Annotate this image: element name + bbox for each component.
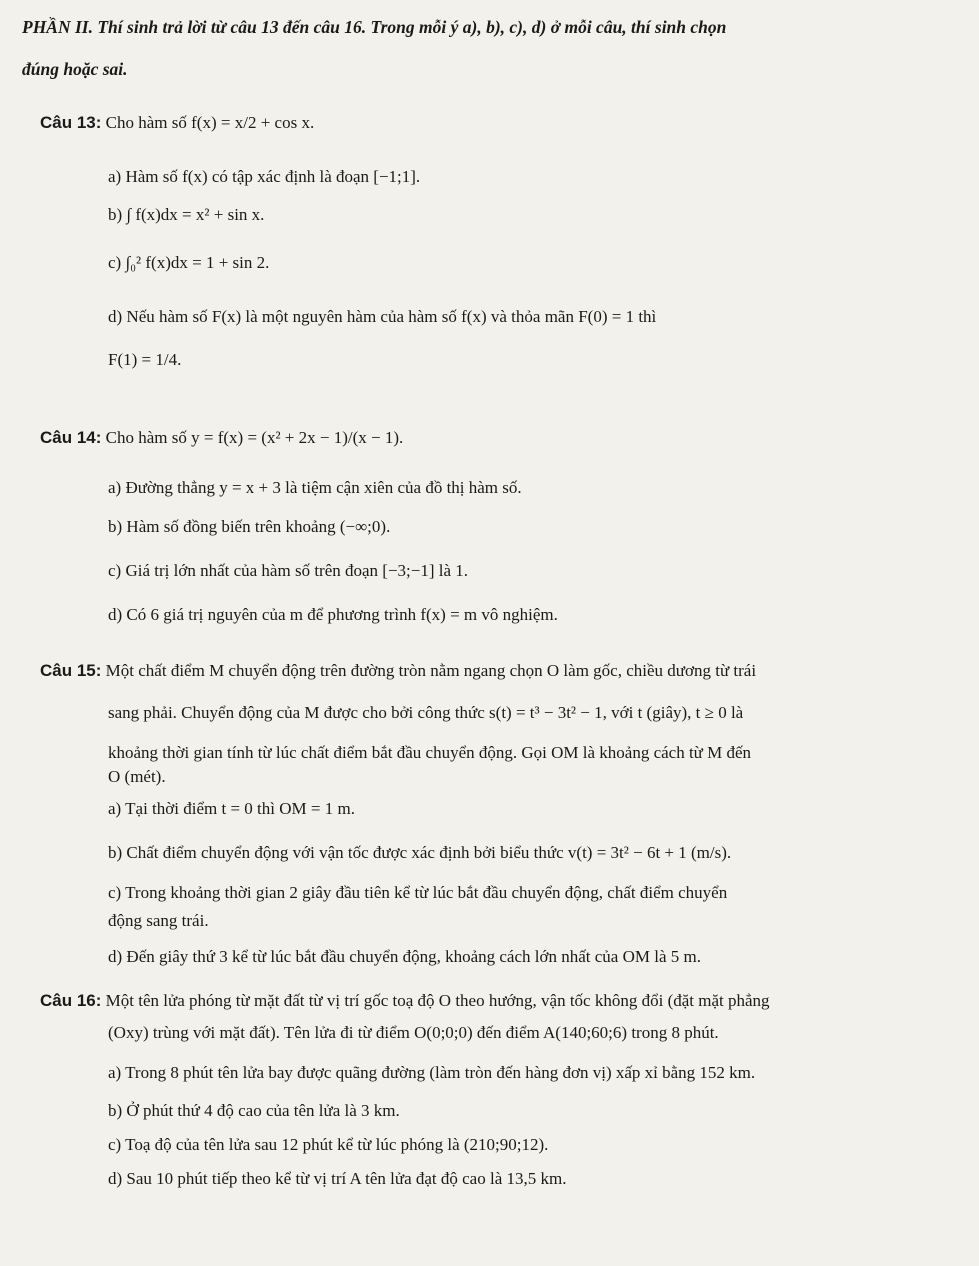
q16-stem-line [40, 990, 770, 1012]
q13-option-c: c) ∫₀² f(x)dx = 1 + sin 2. [108, 253, 270, 272]
q16-option-b: b) Ở phút thứ 4 độ cao của tên lửa là 3 km. [108, 1101, 400, 1120]
q16-option-c: c) Toạ độ của tên lửa sau 12 phút kể từ lúc phóng là (210;90;12). [108, 1135, 549, 1154]
q13-option-d-cont: F(1) = 1/4. [108, 350, 182, 369]
q16-label: Câu 16: [40, 991, 102, 1010]
q16-option-d: d) Sau 10 phút tiếp theo kể từ vị trí A tên lửa đạt độ cao là 13,5 km. [108, 1169, 567, 1188]
q13-label: Câu 13: [40, 113, 102, 132]
q15-option-c: c) Trong khoảng thời gian 2 giây đầu tiên kể từ lúc bắt đầu chuyển động, chất điểm chuyển [108, 883, 728, 902]
q15-stem-cont-3: O (mét). [108, 767, 166, 786]
q15-option-a: a) Tại thời điểm t = 0 thì OM = 1 m. [108, 799, 355, 818]
q14-stem: Cho hàm số y = f(x) = (x² + 2x − 1)/(x − 1). [105, 428, 404, 447]
section-header: PHẦN II. Thí sinh trả lời từ câu 13 đến câu 16. Trong mỗi ý a), b), c), d) ở mỗi câu, thí sinh chọn [22, 17, 727, 37]
q16-stem: Một tên lửa phóng từ mặt đất từ vị trí gốc toạ độ O theo hướng, vận tốc không đổi (đặt mặt phẳng [105, 991, 770, 1010]
q16-stem-cont: (Oxy) trùng với mặt đất). Tên lửa đi từ điểm O(0;0;0) đến điểm A(140;60;6) trong 8 phút. [108, 1023, 719, 1042]
q13-stem: Cho hàm số f(x) = x/2 + cos x. [105, 113, 315, 132]
q15-option-b: b) Chất điểm chuyển động với vận tốc được xác định bởi biểu thức v(t) = 3t² − 6t + 1 (m/s). [108, 843, 732, 862]
q15-stem: Một chất điểm M chuyển động trên đường tròn nằm ngang chọn O làm gốc, chiều dương từ trái [105, 661, 757, 680]
q14-stem-line [40, 427, 403, 449]
q13-option-a: a) Hàm số f(x) có tập xác định là đoạn [−1;1]. [108, 167, 421, 186]
q13-option-d: d) Nếu hàm số F(x) là một nguyên hàm của hàm số f(x) và thỏa mãn F(0) = 1 thì [108, 307, 657, 326]
q14-label: Câu 14: [40, 428, 102, 447]
q15-stem-cont-1: sang phải. Chuyển động của M được cho bởi công thức s(t) = t³ − 3t² − 1, với t (giây), t ≥ 0 là [108, 703, 744, 722]
q14-option-c: c) Giá trị lớn nhất của hàm số trên đoạn [−3;−1] là 1. [108, 561, 469, 580]
q14-option-a: a) Đường thẳng y = x + 3 là tiệm cận xiên của đồ thị hàm số. [108, 478, 522, 497]
section-header-cont: đúng hoặc sai. [22, 59, 128, 79]
q13-option-b: b) ∫ f(x)dx = x² + sin x. [108, 205, 265, 224]
q14-option-b: b) Hàm số đồng biến trên khoảng (−∞;0). [108, 517, 391, 536]
q15-stem-cont-2: khoảng thời gian tính từ lúc chất điểm bắt đầu chuyển động. Gọi OM là khoảng cách từ M đến [108, 743, 752, 762]
q15-option-d: d) Đến giây thứ 3 kể từ lúc bắt đầu chuyển động, khoảng cách lớn nhất của OM là 5 m. [108, 947, 701, 966]
q14-option-d: d) Có 6 giá trị nguyên của m để phương trình f(x) = m vô nghiệm. [108, 605, 558, 624]
q15-stem-line [40, 660, 756, 682]
q13-stem-line [40, 112, 314, 134]
q15-label: Câu 15: [40, 661, 102, 680]
q15-option-c-cont: động sang trái. [108, 911, 209, 930]
q16-option-a: a) Trong 8 phút tên lửa bay được quãng đường (làm tròn đến hàng đơn vị) xấp xỉ bằng 152 km. [108, 1063, 756, 1082]
